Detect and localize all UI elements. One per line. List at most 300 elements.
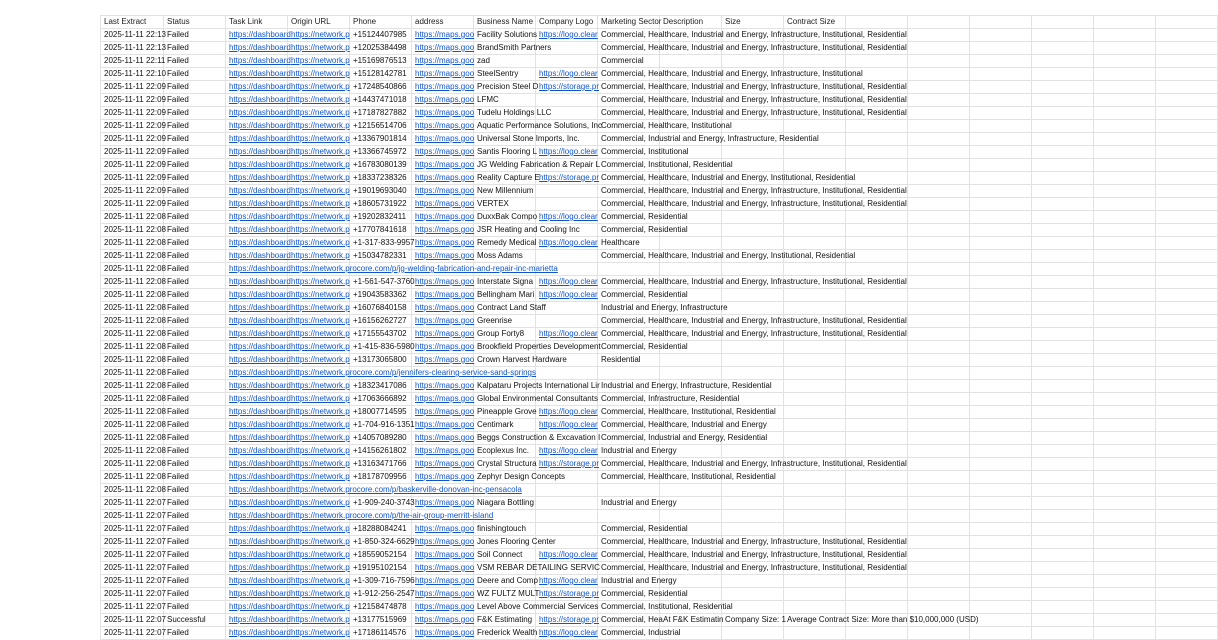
cell-status[interactable]: Failed (164, 497, 226, 510)
cell-business-name[interactable]: Santis Flooring L (474, 146, 536, 159)
cell-status[interactable]: Failed (164, 237, 226, 250)
empty-cell[interactable] (1032, 237, 1094, 250)
empty-cell[interactable] (1156, 341, 1218, 354)
cell-status[interactable]: Failed (164, 68, 226, 81)
empty-cell[interactable] (908, 458, 970, 471)
cell-status[interactable]: Failed (164, 562, 226, 575)
cell-address[interactable]: https://maps.goo (412, 627, 474, 640)
cell-address[interactable]: https://maps.goo (412, 432, 474, 445)
empty-cell[interactable] (1094, 81, 1156, 94)
cell-company-logo[interactable] (536, 497, 598, 510)
header-cell[interactable] (908, 16, 970, 29)
empty-cell[interactable] (908, 367, 970, 380)
cell-address[interactable]: https://maps.goo (412, 224, 474, 237)
empty-cell[interactable] (908, 484, 970, 497)
cell-status[interactable]: Failed (164, 172, 226, 185)
cell-task-link[interactable]: https://dashboard (226, 536, 288, 549)
empty-cell[interactable] (1032, 81, 1094, 94)
cell-business-name[interactable]: New Millennium (474, 185, 536, 198)
cell-business-name[interactable]: BrandSmith Partners (474, 42, 536, 55)
cell-company-logo[interactable]: https://logo.clear (536, 575, 598, 588)
cell-size[interactable] (722, 224, 784, 237)
cell-address[interactable]: https://maps.goo (412, 55, 474, 68)
cell-task-link[interactable]: https://dashboard (226, 484, 288, 497)
cell-status[interactable]: Failed (164, 146, 226, 159)
empty-cell[interactable] (970, 601, 1032, 614)
cell-contract-size[interactable] (784, 523, 846, 536)
empty-cell[interactable] (908, 315, 970, 328)
empty-cell[interactable] (1156, 458, 1218, 471)
empty-cell[interactable] (1094, 289, 1156, 302)
cell-marketing-sector[interactable]: Commercial, Industrial and Energy, Infrastructure, Residential (598, 133, 660, 146)
empty-cell[interactable] (1032, 107, 1094, 120)
cell-task-link[interactable]: https://dashboard (226, 523, 288, 536)
cell-company-logo[interactable]: https://storage.pr (536, 458, 598, 471)
cell-size[interactable] (722, 445, 784, 458)
empty-cell[interactable] (1156, 159, 1218, 172)
cell-company-logo[interactable]: https://logo.clear (536, 445, 598, 458)
empty-cell[interactable] (1156, 198, 1218, 211)
cell-status[interactable]: Failed (164, 211, 226, 224)
cell-company-logo[interactable]: https://logo.clear (536, 68, 598, 81)
cell-origin-url[interactable]: https://network.p (288, 94, 350, 107)
cell-origin-url[interactable]: https://network.p (288, 354, 350, 367)
empty-cell[interactable] (970, 497, 1032, 510)
cell-status[interactable]: Failed (164, 289, 226, 302)
cell-address[interactable]: https://maps.goo (412, 81, 474, 94)
cell-task-link[interactable]: https://dashboard (226, 42, 288, 55)
cell-contract-size[interactable] (784, 445, 846, 458)
cell-origin-url[interactable]: https://network.p (288, 458, 350, 471)
empty-cell[interactable] (908, 432, 970, 445)
cell-address[interactable]: https://maps.goo (412, 172, 474, 185)
cell-description[interactable] (660, 367, 722, 380)
empty-cell[interactable] (1156, 133, 1218, 146)
cell-last-extract[interactable]: 2025-11-11 22:10 (101, 68, 164, 81)
cell-status[interactable]: Failed (164, 224, 226, 237)
cell-task-link[interactable]: https://dashboard (226, 393, 288, 406)
cell-task-link[interactable]: https://dashboard (226, 354, 288, 367)
cell-address[interactable]: https://maps.goo (412, 497, 474, 510)
cell-origin-url[interactable]: https://network.procore.com/p/jennifers-clearing-service-sand-springs (288, 367, 350, 380)
empty-cell[interactable] (970, 302, 1032, 315)
empty-cell[interactable] (846, 510, 908, 523)
cell-status[interactable]: Failed (164, 432, 226, 445)
empty-cell[interactable] (1032, 393, 1094, 406)
cell-address[interactable]: https://maps.goo (412, 380, 474, 393)
cell-last-extract[interactable]: 2025-11-11 22:07 (101, 562, 164, 575)
cell-marketing-sector[interactable]: Commercial, Residential (598, 224, 660, 237)
cell-last-extract[interactable]: 2025-11-11 22:09 (101, 107, 164, 120)
empty-cell[interactable] (970, 627, 1032, 640)
empty-cell[interactable] (1094, 523, 1156, 536)
cell-marketing-sector[interactable]: Commercial, Institutional, Residential (598, 601, 660, 614)
empty-cell[interactable] (846, 445, 908, 458)
cell-status[interactable]: Failed (164, 250, 226, 263)
empty-cell[interactable] (970, 107, 1032, 120)
cell-task-link[interactable]: https://dashboard (226, 107, 288, 120)
cell-address[interactable]: https://maps.goo (412, 211, 474, 224)
empty-cell[interactable] (1094, 328, 1156, 341)
empty-cell[interactable] (970, 354, 1032, 367)
cell-last-extract[interactable]: 2025-11-11 22:08 (101, 211, 164, 224)
empty-cell[interactable] (1156, 302, 1218, 315)
cell-address[interactable]: https://maps.goo (412, 341, 474, 354)
empty-cell[interactable] (846, 393, 908, 406)
empty-cell[interactable] (1156, 445, 1218, 458)
empty-cell[interactable] (970, 42, 1032, 55)
empty-cell[interactable] (1032, 68, 1094, 81)
empty-cell[interactable] (908, 289, 970, 302)
cell-business-name[interactable]: Frederick Wealth (474, 627, 536, 640)
cell-phone[interactable]: +18337238326 (350, 172, 412, 185)
cell-last-extract[interactable]: 2025-11-11 22:08 (101, 354, 164, 367)
cell-marketing-sector[interactable]: Commercial, Healthcare, Industrial and Energy, Infrastructure, Institutional, Residential (598, 29, 660, 42)
empty-cell[interactable] (1156, 354, 1218, 367)
header-cell[interactable] (1156, 16, 1218, 29)
empty-cell[interactable] (970, 224, 1032, 237)
empty-cell[interactable] (1032, 367, 1094, 380)
cell-marketing-sector[interactable]: Commercial, Healthcare, Industrial and Energy, Infrastructure, Institutional, Residential (598, 536, 660, 549)
empty-cell[interactable] (970, 29, 1032, 42)
cell-origin-url[interactable]: https://network.p (288, 250, 350, 263)
cell-phone[interactable]: +17155543702 (350, 328, 412, 341)
empty-cell[interactable] (1032, 341, 1094, 354)
cell-phone[interactable]: +1-317-833-9957 (350, 237, 412, 250)
cell-status[interactable]: Failed (164, 458, 226, 471)
cell-contract-size[interactable] (784, 367, 846, 380)
cell-origin-url[interactable]: https://network.p (288, 172, 350, 185)
cell-business-name[interactable]: Jones Flooring Center (474, 536, 536, 549)
empty-cell[interactable] (1032, 445, 1094, 458)
cell-marketing-sector[interactable]: Commercial, Healthcare, Institutional, Residential (598, 406, 660, 419)
cell-origin-url[interactable]: https://network.p (288, 107, 350, 120)
empty-cell[interactable] (970, 432, 1032, 445)
cell-phone[interactable]: +19019693040 (350, 185, 412, 198)
cell-company-logo[interactable]: https://logo.clear (536, 211, 598, 224)
empty-cell[interactable] (1032, 614, 1094, 627)
cell-phone[interactable]: +18007714595 (350, 406, 412, 419)
cell-marketing-sector[interactable]: Commercial, Healthcare, Industrial and Energy, Institutional, Residential (598, 172, 660, 185)
cell-origin-url[interactable]: https://network.p (288, 393, 350, 406)
cell-origin-url[interactable]: https://network.p (288, 185, 350, 198)
empty-cell[interactable] (1094, 315, 1156, 328)
cell-task-link[interactable]: https://dashboard (226, 263, 288, 276)
cell-task-link[interactable]: https://dashboard (226, 458, 288, 471)
cell-business-name[interactable]: Precision Steel D (474, 81, 536, 94)
empty-cell[interactable] (970, 406, 1032, 419)
cell-company-logo[interactable] (536, 55, 598, 68)
cell-status[interactable]: Failed (164, 380, 226, 393)
cell-marketing-sector[interactable]: Commercial, Residential (598, 341, 660, 354)
cell-address[interactable]: https://maps.goo (412, 315, 474, 328)
cell-size[interactable] (722, 627, 784, 640)
cell-task-link[interactable]: https://dashboard (226, 328, 288, 341)
cell-company-logo[interactable]: https://logo.clear (536, 237, 598, 250)
cell-marketing-sector[interactable]: Commercial, Healthcare, Industrial and Energy, Infrastructure, Institutional, Residential (598, 185, 660, 198)
cell-last-extract[interactable]: 2025-11-11 22:07 (101, 549, 164, 562)
header-cell[interactable] (1032, 16, 1094, 29)
empty-cell[interactable] (846, 406, 908, 419)
cell-origin-url[interactable]: https://network.p (288, 562, 350, 575)
cell-status[interactable]: Failed (164, 198, 226, 211)
cell-status[interactable]: Failed (164, 55, 226, 68)
empty-cell[interactable] (1032, 380, 1094, 393)
empty-cell[interactable] (1094, 146, 1156, 159)
empty-cell[interactable] (846, 159, 908, 172)
cell-last-extract[interactable]: 2025-11-11 22:09 (101, 146, 164, 159)
cell-marketing-sector[interactable]: Commercial, Industrial (598, 627, 660, 640)
cell-last-extract[interactable]: 2025-11-11 22:08 (101, 393, 164, 406)
empty-cell[interactable] (1156, 81, 1218, 94)
cell-last-extract[interactable]: 2025-11-11 22:07 (101, 523, 164, 536)
cell-phone[interactable]: +18288084241 (350, 523, 412, 536)
cell-origin-url[interactable]: https://network.p (288, 471, 350, 484)
cell-address[interactable]: https://maps.goo (412, 120, 474, 133)
empty-cell[interactable] (846, 133, 908, 146)
cell-company-logo[interactable]: https://storage.pr (536, 172, 598, 185)
cell-task-link[interactable]: https://dashboard (226, 367, 288, 380)
empty-cell[interactable] (908, 627, 970, 640)
empty-cell[interactable] (1156, 549, 1218, 562)
empty-cell[interactable] (1032, 432, 1094, 445)
empty-cell[interactable] (1156, 211, 1218, 224)
cell-business-name[interactable]: finishingtouch (474, 523, 536, 536)
empty-cell[interactable] (846, 146, 908, 159)
empty-cell[interactable] (846, 302, 908, 315)
cell-origin-url[interactable]: https://network.p (288, 497, 350, 510)
cell-contract-size[interactable] (784, 211, 846, 224)
header-cell[interactable]: Description (660, 16, 722, 29)
cell-company-logo[interactable] (536, 94, 598, 107)
cell-origin-url[interactable]: https://network.p (288, 432, 350, 445)
empty-cell[interactable] (1094, 224, 1156, 237)
empty-cell[interactable] (1094, 159, 1156, 172)
cell-phone[interactable]: +12158474878 (350, 601, 412, 614)
cell-company-logo[interactable]: https://logo.clear (536, 627, 598, 640)
cell-task-link[interactable]: https://dashboard (226, 315, 288, 328)
cell-status[interactable]: Failed (164, 523, 226, 536)
cell-status[interactable]: Failed (164, 302, 226, 315)
cell-contract-size[interactable] (784, 575, 846, 588)
cell-business-name[interactable]: Group Forty8 (474, 328, 536, 341)
cell-marketing-sector[interactable] (598, 367, 660, 380)
empty-cell[interactable] (1032, 523, 1094, 536)
cell-status[interactable]: Failed (164, 159, 226, 172)
cell-last-extract[interactable]: 2025-11-11 22:08 (101, 484, 164, 497)
cell-phone[interactable]: +15169876513 (350, 55, 412, 68)
cell-task-link[interactable]: https://dashboard (226, 614, 288, 627)
empty-cell[interactable] (846, 575, 908, 588)
empty-cell[interactable] (1156, 432, 1218, 445)
cell-status[interactable]: Failed (164, 510, 226, 523)
cell-phone[interactable]: +19195102154 (350, 562, 412, 575)
cell-description[interactable] (660, 263, 722, 276)
cell-marketing-sector[interactable]: Commercial, Infrastructure, Residential (598, 393, 660, 406)
cell-business-name[interactable]: Centimark (474, 419, 536, 432)
empty-cell[interactable] (1094, 432, 1156, 445)
cell-contract-size[interactable]: Average Contract Size: More than $10,000,000 (USD) (784, 614, 846, 627)
empty-cell[interactable] (970, 536, 1032, 549)
cell-company-logo[interactable] (536, 367, 598, 380)
cell-origin-url[interactable]: https://network.procore.com/p/baskerville-donovan-inc-pensacola (288, 484, 350, 497)
empty-cell[interactable] (1094, 68, 1156, 81)
cell-company-logo[interactable]: https://logo.clear (536, 289, 598, 302)
empty-cell[interactable] (908, 601, 970, 614)
cell-marketing-sector[interactable]: Industrial and Energy (598, 497, 660, 510)
cell-phone[interactable]: +15128142781 (350, 68, 412, 81)
cell-marketing-sector[interactable]: Commercial, Healthcare, Industrial and Energy (598, 419, 660, 432)
cell-address[interactable]: https://maps.goo (412, 419, 474, 432)
empty-cell[interactable] (1094, 380, 1156, 393)
cell-last-extract[interactable]: 2025-11-11 22:08 (101, 263, 164, 276)
cell-address[interactable]: https://maps.goo (412, 445, 474, 458)
cell-marketing-sector[interactable]: Commercial, Healthcare, Industrial and Energy, Infrastructure, Institutional, Residential (598, 328, 660, 341)
cell-last-extract[interactable]: 2025-11-11 22:08 (101, 328, 164, 341)
empty-cell[interactable] (908, 224, 970, 237)
cell-size[interactable] (722, 588, 784, 601)
empty-cell[interactable] (1094, 94, 1156, 107)
empty-cell[interactable] (1156, 328, 1218, 341)
empty-cell[interactable] (970, 575, 1032, 588)
empty-cell[interactable] (970, 55, 1032, 68)
cell-origin-url[interactable]: https://network.p (288, 601, 350, 614)
cell-business-name[interactable]: Brookfield Properties Development (474, 341, 536, 354)
cell-task-link[interactable]: https://dashboard (226, 406, 288, 419)
cell-task-link[interactable]: https://dashboard (226, 341, 288, 354)
cell-business-name[interactable]: JG Welding Fabrication & Repair L (474, 159, 536, 172)
header-cell[interactable]: address (412, 16, 474, 29)
empty-cell[interactable] (970, 510, 1032, 523)
cell-phone[interactable]: +1-561-547-3760 (350, 276, 412, 289)
cell-status[interactable]: Failed (164, 393, 226, 406)
cell-status[interactable]: Failed (164, 29, 226, 42)
cell-business-name[interactable]: Niagara Bottling (474, 497, 536, 510)
cell-marketing-sector[interactable]: Industrial and Energy, Infrastructure (598, 302, 660, 315)
cell-address[interactable]: https://maps.goo (412, 406, 474, 419)
cell-contract-size[interactable] (784, 289, 846, 302)
header-cell[interactable]: Status (164, 16, 226, 29)
empty-cell[interactable] (908, 471, 970, 484)
empty-cell[interactable] (908, 341, 970, 354)
cell-address[interactable]: https://maps.goo (412, 393, 474, 406)
empty-cell[interactable] (1032, 133, 1094, 146)
cell-last-extract[interactable]: 2025-11-11 22:08 (101, 445, 164, 458)
cell-origin-url[interactable]: https://network.p (288, 224, 350, 237)
cell-contract-size[interactable] (784, 224, 846, 237)
empty-cell[interactable] (908, 81, 970, 94)
cell-origin-url[interactable]: https://network.p (288, 211, 350, 224)
cell-business-name[interactable]: Ecoplexus Inc. (474, 445, 536, 458)
cell-business-name[interactable]: F&K Estimating (474, 614, 536, 627)
cell-last-extract[interactable]: 2025-11-11 22:09 (101, 94, 164, 107)
empty-cell[interactable] (970, 328, 1032, 341)
cell-phone[interactable]: +18559052154 (350, 549, 412, 562)
cell-business-name[interactable]: SteelSentry (474, 68, 536, 81)
cell-phone[interactable]: +17186114576 (350, 627, 412, 640)
cell-phone[interactable]: +1-850-324-6629 (350, 536, 412, 549)
empty-cell[interactable] (908, 536, 970, 549)
cell-phone[interactable]: +15124407985 (350, 29, 412, 42)
empty-cell[interactable] (1156, 419, 1218, 432)
cell-origin-url[interactable]: https://network.p (288, 341, 350, 354)
cell-task-link[interactable]: https://dashboard (226, 445, 288, 458)
cell-business-name[interactable]: Global Environmental Consultants (474, 393, 536, 406)
cell-status[interactable]: Failed (164, 328, 226, 341)
cell-last-extract[interactable]: 2025-11-11 22:08 (101, 237, 164, 250)
empty-cell[interactable] (846, 471, 908, 484)
empty-cell[interactable] (1032, 289, 1094, 302)
cell-address[interactable]: https://maps.goo (412, 68, 474, 81)
cell-company-logo[interactable] (536, 185, 598, 198)
cell-contract-size[interactable] (784, 627, 846, 640)
empty-cell[interactable] (1094, 276, 1156, 289)
empty-cell[interactable] (1156, 536, 1218, 549)
empty-cell[interactable] (908, 263, 970, 276)
cell-business-name[interactable]: Beggs Construction & Excavation I (474, 432, 536, 445)
cell-task-link[interactable]: https://dashboard (226, 510, 288, 523)
cell-address[interactable]: https://maps.goo (412, 302, 474, 315)
empty-cell[interactable] (970, 549, 1032, 562)
cell-last-extract[interactable]: 2025-11-11 22:13 (101, 29, 164, 42)
cell-phone[interactable]: +16076840158 (350, 302, 412, 315)
cell-task-link[interactable]: https://dashboard (226, 549, 288, 562)
empty-cell[interactable] (1156, 276, 1218, 289)
cell-task-link[interactable]: https://dashboard (226, 627, 288, 640)
empty-cell[interactable] (1156, 575, 1218, 588)
cell-address[interactable]: https://maps.goo (412, 575, 474, 588)
cell-phone[interactable]: +18323417086 (350, 380, 412, 393)
cell-address[interactable]: https://maps.goo (412, 536, 474, 549)
cell-address[interactable]: https://maps.goo (412, 237, 474, 250)
cell-business-name[interactable]: Crystal Structura (474, 458, 536, 471)
cell-company-logo[interactable] (536, 484, 598, 497)
cell-marketing-sector[interactable]: Commercial, Healthcare, Industrial and Energy, Infrastructure, Institutional, Residential (598, 458, 660, 471)
empty-cell[interactable] (908, 250, 970, 263)
cell-size[interactable] (722, 367, 784, 380)
empty-cell[interactable] (846, 497, 908, 510)
cell-business-name[interactable]: Zephyr Design Concepts (474, 471, 536, 484)
empty-cell[interactable] (846, 289, 908, 302)
cell-task-link[interactable]: https://dashboard (226, 575, 288, 588)
cell-phone[interactable]: +13173065800 (350, 354, 412, 367)
empty-cell[interactable] (908, 107, 970, 120)
empty-cell[interactable] (970, 315, 1032, 328)
empty-cell[interactable] (1094, 627, 1156, 640)
empty-cell[interactable] (1156, 614, 1218, 627)
cell-business-name[interactable]: Deere and Comp (474, 575, 536, 588)
cell-origin-url[interactable]: https://network.p (288, 549, 350, 562)
empty-cell[interactable] (970, 276, 1032, 289)
cell-status[interactable]: Failed (164, 367, 226, 380)
empty-cell[interactable] (970, 458, 1032, 471)
cell-phone[interactable]: +1-704-916-1351 (350, 419, 412, 432)
empty-cell[interactable] (908, 198, 970, 211)
cell-business-name[interactable]: Contract Land Staff (474, 302, 536, 315)
cell-contract-size[interactable] (784, 55, 846, 68)
cell-address[interactable]: https://maps.goo (412, 94, 474, 107)
empty-cell[interactable] (908, 55, 970, 68)
cell-marketing-sector[interactable]: Industrial and Energy, Infrastructure, Residential (598, 380, 660, 393)
cell-last-extract[interactable]: 2025-11-11 22:08 (101, 289, 164, 302)
empty-cell[interactable] (1094, 406, 1156, 419)
empty-cell[interactable] (1032, 406, 1094, 419)
empty-cell[interactable] (970, 159, 1032, 172)
cell-phone[interactable]: +1-415-836-5980 (350, 341, 412, 354)
cell-size[interactable] (722, 289, 784, 302)
cell-contract-size[interactable] (784, 432, 846, 445)
cell-last-extract[interactable]: 2025-11-11 22:07 (101, 536, 164, 549)
